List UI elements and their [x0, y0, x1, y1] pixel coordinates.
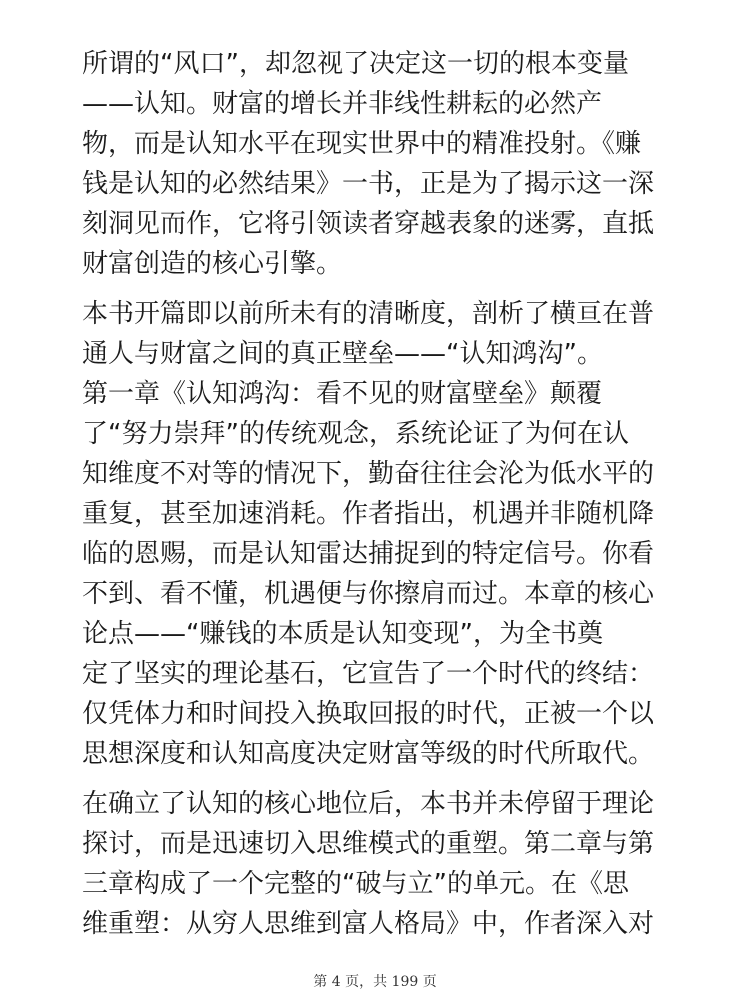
- text-line: 三章构成了一个完整的“破与立”的单元。在《思: [82, 869, 629, 899]
- text-line: 刻洞见而作，它将引领读者穿越表象的迷雾，直抵: [82, 209, 655, 239]
- text-line: 通人与财富之间的真正壁垒——“认知鸿沟”。: [82, 339, 603, 369]
- page-number-footer: 第 4 页，共 199 页: [313, 974, 437, 990]
- text-line: 重复，甚至加速消耗。作者指出，机遇并非随机降: [82, 499, 655, 529]
- body-text: [82, 44, 672, 954]
- text-line: 钱是认知的必然结果》一书，正是为了揭示这一深: [82, 169, 655, 199]
- text-line: 探讨，而是迅速切入思维模式的重塑。第二章与第: [82, 829, 655, 859]
- text-line: ——认知。财富的增长并非线性耕耘的必然产: [82, 89, 603, 119]
- text-line: 思想深度和认知高度决定财富等级的时代所取代。: [82, 739, 655, 769]
- text-line: 所谓的“风口”，却忽视了决定这一切的根本变量: [82, 49, 629, 79]
- text-line: 在确立了认知的核心地位后，本书并未停留于理论: [82, 789, 655, 819]
- text-line: 定了坚实的理论基石，它宣告了一个时代的终结：: [82, 659, 655, 689]
- paragraph-1: [82, 44, 672, 284]
- text-line: 第一章《认知鸿沟：看不见的财富壁垒》颠覆: [82, 379, 603, 409]
- text-line: 知维度不对等的情况下，勤奋往往会沦为低水平的: [82, 459, 655, 489]
- paragraph-3: [82, 784, 672, 944]
- paragraph-2: [82, 294, 672, 774]
- text-line: 临的恩赐，而是认知雷达捕捉到的特定信号。你看: [82, 539, 655, 569]
- text-line: 仅凭体力和时间投入换取回报的时代，正被一个以: [82, 699, 655, 729]
- text-line: 不到、看不懂，机遇便与你擦肩而过。本章的核心: [82, 579, 655, 609]
- text-line: 本书开篇即以前所未有的清晰度，剖析了横亘在普: [82, 299, 655, 329]
- text-line: 了“努力崇拜”的传统观念，系统论证了为何在认: [82, 419, 629, 449]
- text-line: 财富创造的核心引擎。: [82, 249, 343, 279]
- text-line: 物，而是认知水平在现实世界中的精准投射。《赚: [82, 129, 642, 159]
- text-line: 论点——“赚钱的本质是认知变现”，为全书奠: [82, 619, 603, 649]
- text-line: 维重塑：从穷人思维到富人格局》中，作者深入对: [82, 909, 655, 939]
